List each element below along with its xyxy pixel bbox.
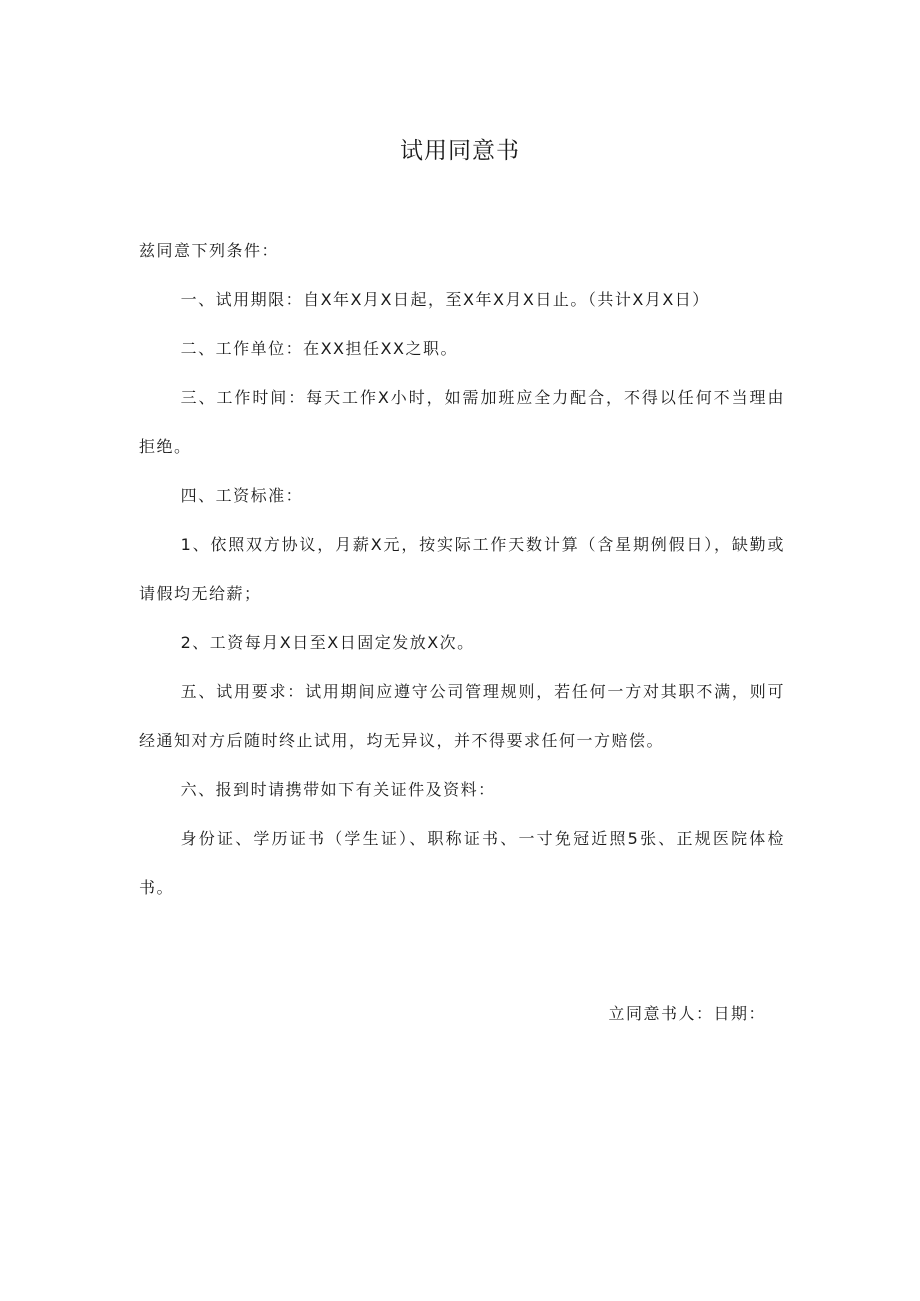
clause-trial-requirements: 五、试用要求：试用期间应遵守公司管理规则，若任何一方对其职不满，则可经通知对方后随时终止试用，均无异议，并不得要求任何一方赔偿。 xyxy=(139,682,785,750)
clause-trial-period: 一、试用期限：自X年X月X日起，至X年X月X日止。（共计X月X日） xyxy=(180,290,710,309)
clause-work-hours: 三、工作时间：每天工作X小时，如需加班应全力配合，不得以任何不当理由拒绝。 xyxy=(139,388,785,456)
document-body xyxy=(139,226,785,912)
documents-list: 身份证、学历证书（学生证）、职称证书、一寸免冠近照5张、正规医院体检书。 xyxy=(139,829,785,897)
clause-work-unit: 二、工作单位：在XX担任XX之职。 xyxy=(180,339,458,358)
document-title: 试用同意书 xyxy=(400,138,520,164)
clause-salary-item-1: 1、依照双方协议，月薪X元，按实际工作天数计算（含星期例假日），缺勤或请假均无给薪； xyxy=(139,535,785,603)
signature-line: 立同意书人：日期： xyxy=(608,1004,766,1023)
clause-salary-standard: 四、工资标准： xyxy=(180,486,304,505)
clause-documents-required: 六、报到时请携带如下有关证件及资料： xyxy=(180,780,496,799)
intro-line: 兹同意下列条件： xyxy=(139,241,280,260)
clause-salary-item-2: 2、工资每月X日至X日固定发放X次。 xyxy=(180,633,475,652)
